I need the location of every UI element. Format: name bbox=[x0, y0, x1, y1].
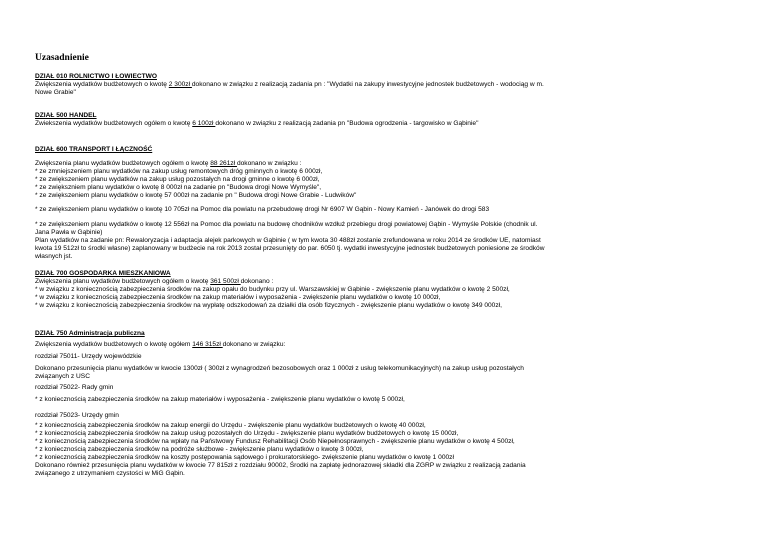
section-line: związanego z utrzymaniem czystości w MiG Gąbin. bbox=[35, 470, 185, 478]
section-600 bbox=[35, 146, 725, 261]
section-line bbox=[35, 341, 725, 349]
section-line: Dokonano również przesunięcia planu wydatków w kwocie 77 815zł z rozdziału 90002, Środki na zapłatę jednorazowej składki dla ZGRP w związku z realizacją zadania bbox=[35, 462, 526, 470]
text-span: Zwiększenia wydatków budżetowych o kwotę bbox=[35, 81, 169, 89]
document-title: Uzasadnienie bbox=[35, 53, 89, 63]
text-span: dokonano w związku : bbox=[236, 160, 302, 168]
section-line: * z koniecznością zabezpieczenia środków na zakup energii do Urzędu - zwiększenie planu wydatków budżetowych o kwotę 40 000zł, bbox=[35, 421, 426, 429]
section-heading: DZIAŁ 500 HANDEL bbox=[35, 112, 97, 119]
section-line: rozdział 75011- Urzędy wojewódzkie bbox=[35, 353, 142, 361]
section-line: * z koniecznością zabezpieczenia środków na wpłaty na Państwowy Fundusz Rehabilitacji Osób Niepełnosprawnych - zwiększenie planu wydatków o kwotę 4 500zł, bbox=[35, 437, 515, 445]
section-heading: DZIAŁ 750 Administracja publiczna bbox=[35, 330, 145, 337]
section-line: * ze zwiększeniem planu wydatków na zakup usług pozostałych na drogi gminne o kwotę 6 000zł, bbox=[35, 176, 320, 184]
section-line: Plan wydatków na zadanie pn: Rewaloryzacja i adaptacja alejek parkowych w Gąbinie ( w tym kwota 30 488zł zostanie zrefundowana w roku 2014 ze środków UE, natomiast bbox=[35, 236, 541, 244]
section-heading: DZIAŁ 010 ROLNICTWO I ŁOWIECTWO bbox=[35, 73, 157, 80]
section-500 bbox=[35, 112, 725, 128]
section-heading: DZIAŁ 600 TRANSPORT I ŁĄCZNOŚĆ bbox=[35, 146, 153, 153]
text-span: dokonano w związku z realizacją zadania pn "Budowa ogrodzenia - targowisko w Gąbinie" bbox=[215, 120, 479, 128]
section-line: * ze zwiększeniem planu wydatków o kwotę 10 705zł na Pomoc dla powiatu na przebudowę drogi Nr 6907 W Gąbin - Nowy Kamień - Janówek do drogi 583 bbox=[35, 205, 490, 213]
section-line: rozdział 75022- Rady gmin bbox=[35, 384, 114, 392]
section-line: * ze zwiększeniem planu wydatków o kwotę 57 000zł na zadanie pn " Budowa drogi Nowe Grabie - Ludwików" bbox=[35, 192, 357, 200]
section-line: * w związku z koniecznością zabezpieczenia środków na zakup materiałów i wyposażenia - zwiększenie planu wydatków o kwotę 10 000zł, bbox=[35, 294, 441, 302]
section-line: * w związku z koniecznością zabezpieczenia środków na wypłatę odszkodowań za działki dla osób fizycznych - zwiększenie planu wydatków o kwotę 349 000zł, bbox=[35, 302, 502, 310]
section-line: własnych jst. bbox=[35, 253, 73, 261]
text-span: Zwiększenia planu wydatków budżetowych ogółem o kwotę bbox=[35, 160, 211, 168]
section-line bbox=[35, 120, 725, 128]
section-line: * z koniecznością zabezpieczenia środków na zakup usług pozostałych do Urzędu - zwiększenie planu wydatków budżetowych o kwotę 15 000zł, bbox=[35, 429, 459, 437]
section-line: Dokonano przesunięcia planu wydatków w kwocie 1300zł ( 300zł z wynagrodzeń bezosobowych oraz 1 000zł z usług telekomunikacyjnych) na zakup usług pozostałych bbox=[35, 365, 524, 373]
amount: 2 300zł bbox=[168, 81, 192, 89]
section-line: * z koniecznością zabezpieczenia środków na podróże służbowe - zwiększenie planu wydatków o kwotę 3 000zł, bbox=[35, 446, 364, 454]
section-line bbox=[35, 160, 725, 168]
amount: 88 261zł bbox=[210, 160, 237, 168]
section-line bbox=[35, 81, 725, 89]
section-700 bbox=[35, 270, 725, 310]
section-line bbox=[35, 278, 725, 286]
section-line: Nowe Grabie" bbox=[35, 89, 76, 97]
amount: 146 315zł bbox=[192, 341, 223, 349]
section-line: rozdział 75023- Urzędy gmin bbox=[35, 411, 119, 419]
amount: 6 100zł bbox=[192, 120, 216, 128]
text-span: dokonano : bbox=[240, 278, 274, 286]
amount: 361 500zł bbox=[210, 278, 241, 286]
section-line: * w związku z koniecznością zabezpieczenia środków na zakup opału do budynku przy ul. Warszawskiej w Gąbinie - zwiększenie planu wydatków o kwotę 2 500zł, bbox=[35, 286, 510, 294]
section-line: Jana Pawła w Gąbinie) bbox=[35, 228, 103, 236]
section-line: związanych z USC bbox=[35, 373, 90, 381]
section-line: kwota 19 512zł to środki własne) zaplanowany w budżecie na rok 2013 został przesunięty do par. 6050 tj. wydatki inwestycyjne jednostek budżetowych poniesione ze środków bbox=[35, 244, 545, 252]
text-span: dokonano w związku z realizacją zadania pn : "Wydatki na zakupy inwestycyjne jednostek budżetowych - wodociąg w m. bbox=[191, 81, 544, 89]
text-span: Zwiększenia wydatków budżetowych o kwotę ogółem bbox=[35, 341, 193, 349]
section-line: * ze zwiększeniem planu wydatków o kwotę 12 556zł na Pomoc dla powiatu na budowę chodników wzdłuż przebiegu drogi powiatowej Gąbin - Wymyśle Polskie (chodnik ul. bbox=[35, 220, 538, 228]
text-span: dokonano w związku: bbox=[222, 341, 286, 349]
section-line: * z koniecznością zabezpieczenia środków na koszty postępowania sądowego i prokuratorskiego- zwiększenie planu wydatków o kwotę 1 000zł bbox=[35, 454, 454, 462]
section-750 bbox=[35, 330, 725, 478]
section-line: * ze zmniejszeniem planu wydatków na zakup usług remontowych dróg gminnych o kwotę 6 000zł, bbox=[35, 168, 323, 176]
text-span: Zwiekszenia wydatków budżetowych ogółem o kwotę bbox=[35, 120, 193, 128]
text-span: Zwiększenia planu wydatków budżetowych ogółem o kwotę bbox=[35, 278, 211, 286]
section-heading: DZIAŁ 700 GOSPODARKA MIESZKANIOWA bbox=[35, 270, 171, 277]
section-line: * ze zwiększniem planu wydatków o kwotę 8 000zł na zadanie pn "Budowa drogi Nowe Wymyśle", bbox=[35, 184, 322, 192]
section-010 bbox=[35, 73, 725, 97]
section-line: * z koniecznością zabezpieczenia środków na zakup materiałów i wyposażenia - zwiększenie planu wydatków o kwotę 5 000zł, bbox=[35, 395, 405, 403]
